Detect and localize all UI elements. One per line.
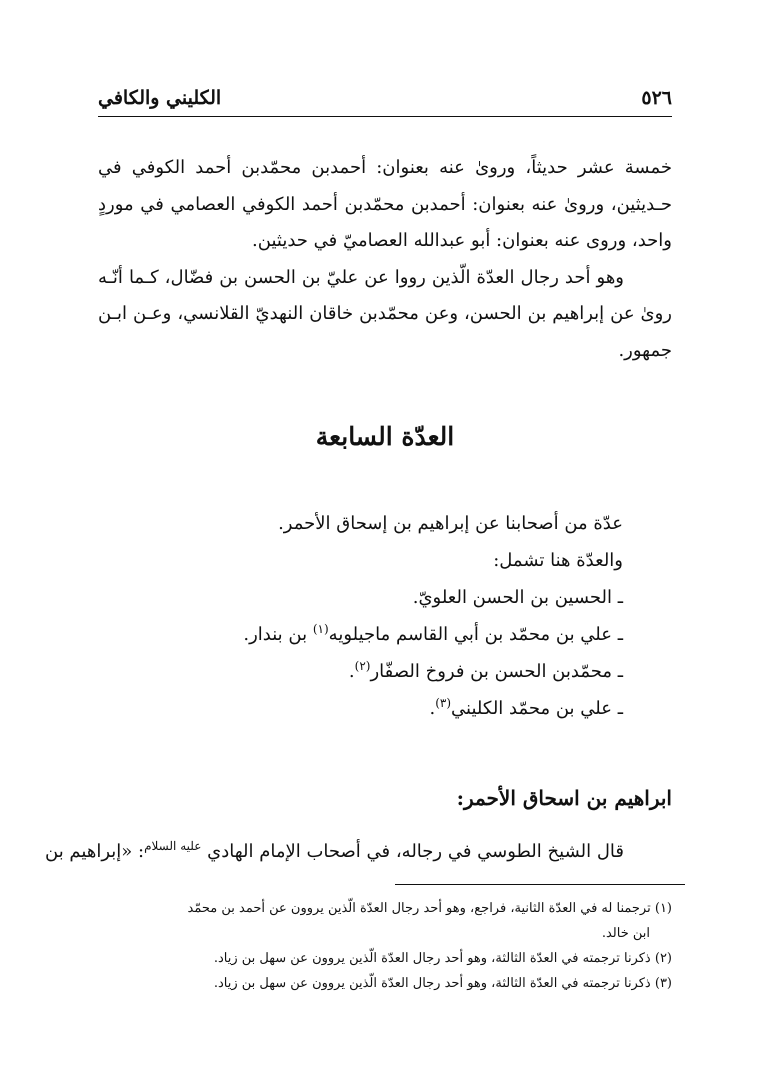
list-item-text-end: . <box>429 698 436 719</box>
quote-start: قال الشيخ الطوسي في رجاله، في أصحاب الإمام الهادي <box>207 841 624 862</box>
footnotes <box>98 896 672 996</box>
quote-line <box>45 828 672 870</box>
list-item <box>103 616 623 653</box>
list-item <box>103 653 623 690</box>
list-item <box>103 690 623 727</box>
footnote <box>98 946 672 971</box>
section-intro: عدّة من أصحابنا عن إبراهيم بن إسحاق الأحمر. <box>278 513 623 534</box>
paragraph-1: خمسة عشر حديثاً، وروىٰ عنه بعنوان: أحمدبن محمّدبن أحمد الكوفي في حـديثين، وروىٰ عنه بعنوان: أحمدبن محمّدبن أحمد الكوفي العصامي في موردٍ واحد، وروى عنه بعنوان: أبو عبدالله العصاميّ في حديثين. <box>98 157 672 251</box>
footnote-text: ذكرنا ترجمته في العدّة الثالثة، وهو أحد رجال العدّة الّذين يروون عن سهل بن زياد. <box>213 951 651 966</box>
list-item-text: ـ علي بن محمّد بن أبي القاسم ماجيلويه <box>328 624 623 645</box>
page-header <box>98 84 672 112</box>
page-number: ٥٢٦ <box>641 87 672 109</box>
footnote-number: (١) <box>654 901 672 916</box>
list-item-text-end: . <box>348 661 355 682</box>
main-text <box>98 150 672 369</box>
quote-end: : «إبراهيم بن <box>45 841 145 862</box>
list-item-text: ـ محمّدبن الحسن بن فروخ الصفّار <box>370 661 623 682</box>
header-divider <box>98 116 672 117</box>
footnote-ref[interactable]: (١) <box>312 622 329 636</box>
section-body <box>103 505 623 727</box>
footnote-continuation: ابن خالد. <box>601 926 650 941</box>
list-item-text-end: بن بندار. <box>243 624 313 645</box>
paragraph-2: وهو أحد رجال العدّة الّذين رووا عن عليّ بن الحسن بن فضّال، كـما أنّـه روىٰ عن إبراهيم بن الحسن، وعن محمّدبن خاقان النهديّ القلانسي، وعـن ابـن جمهور. <box>98 266 672 361</box>
footnote-text: ترجمنا له في العدّة الثانية، فراجع، وهو أحد رجال العدّة الّذين يروون عن أحمد بن محمّد <box>187 901 651 916</box>
subsection-heading: ابراهيم بن اسحاق الأحمر: <box>456 786 672 810</box>
footnote-ref[interactable]: (٢) <box>354 659 371 673</box>
footnote-ref[interactable]: (٣) <box>435 696 452 710</box>
footnote-text: ذكرنا ترجمته في العدّة الثالثة، وهو أحد رجال العدّة الّذين يروون عن سهل بن زياد. <box>213 976 651 991</box>
footnote <box>98 971 672 996</box>
footnote-number: (٣) <box>654 976 672 991</box>
running-title: الكليني والكافي <box>98 87 222 109</box>
section-includes: والعدّة هنا تشمل: <box>493 550 623 571</box>
section-title: العدّة السابعة <box>315 422 455 451</box>
footnote-number: (٢) <box>654 951 672 966</box>
list-item: ـ الحسين بن الحسن العلويّ. <box>412 587 623 608</box>
honorific-seal: عليه السلام <box>144 839 202 853</box>
list-item-text: ـ علي بن محمّد الكليني <box>451 698 623 719</box>
footnote <box>98 896 672 921</box>
footnote-divider <box>395 884 685 885</box>
